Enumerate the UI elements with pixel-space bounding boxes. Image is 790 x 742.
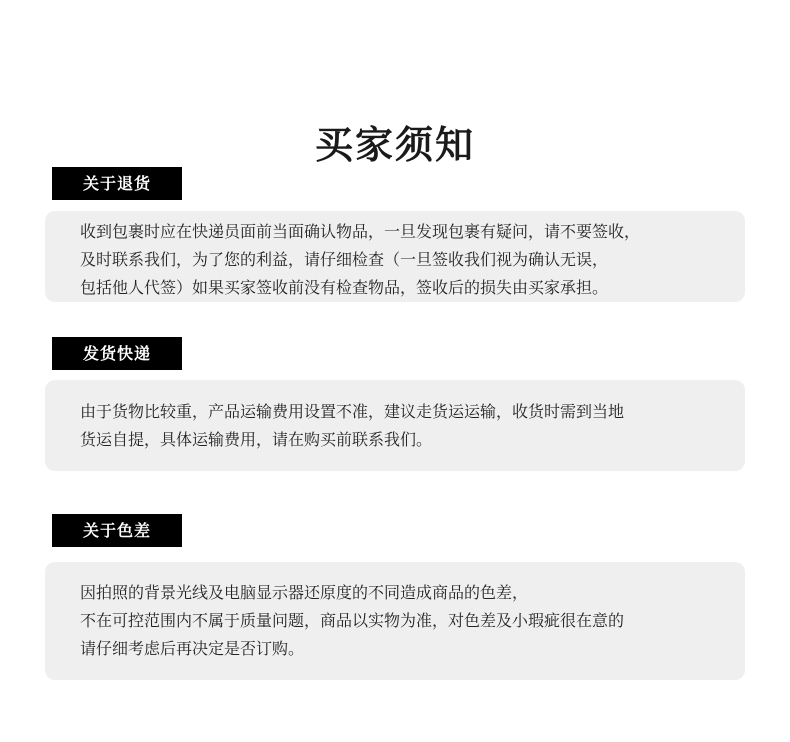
section-text-line: 及时联系我们，为了您的利益，请仔细检查（一旦签收我们视为确认无误，	[80, 250, 609, 269]
section-text-line: 收到包裹时应在快递员面前当面确认物品，一旦发现包裹有疑问，请不要签收，	[80, 222, 641, 241]
section-box-shipping	[45, 380, 745, 471]
section-box-returns	[45, 211, 745, 302]
page-title: 买家须知	[314, 123, 475, 168]
section-text-line: 由于货物比较重，产品运输费用设置不准，建议走货运运输，收货时需到当地	[80, 402, 625, 421]
section-tag-returns: 关于退货	[52, 167, 182, 200]
section-tag-color-difference: 关于色差	[52, 514, 182, 547]
section-text-line: 因拍照的背景光线及电脑显示器还原度的不同造成商品的色差，	[80, 583, 529, 602]
section-text-line: 请仔细考虑后再决定是否订购。	[80, 639, 305, 658]
section-tag-shipping: 发货快递	[52, 337, 182, 370]
section-text-line: 包括他人代签）如果买家签收前没有检查物品，签收后的损失由买家承担。	[80, 278, 609, 297]
section-box-color-difference	[45, 562, 745, 680]
section-text-line: 货运自提，具体运输费用，请在购买前联系我们。	[80, 430, 433, 449]
section-text-line: 不在可控范围内不属于质量问题，商品以实物为准，对色差及小瑕疵很在意的	[80, 611, 625, 630]
